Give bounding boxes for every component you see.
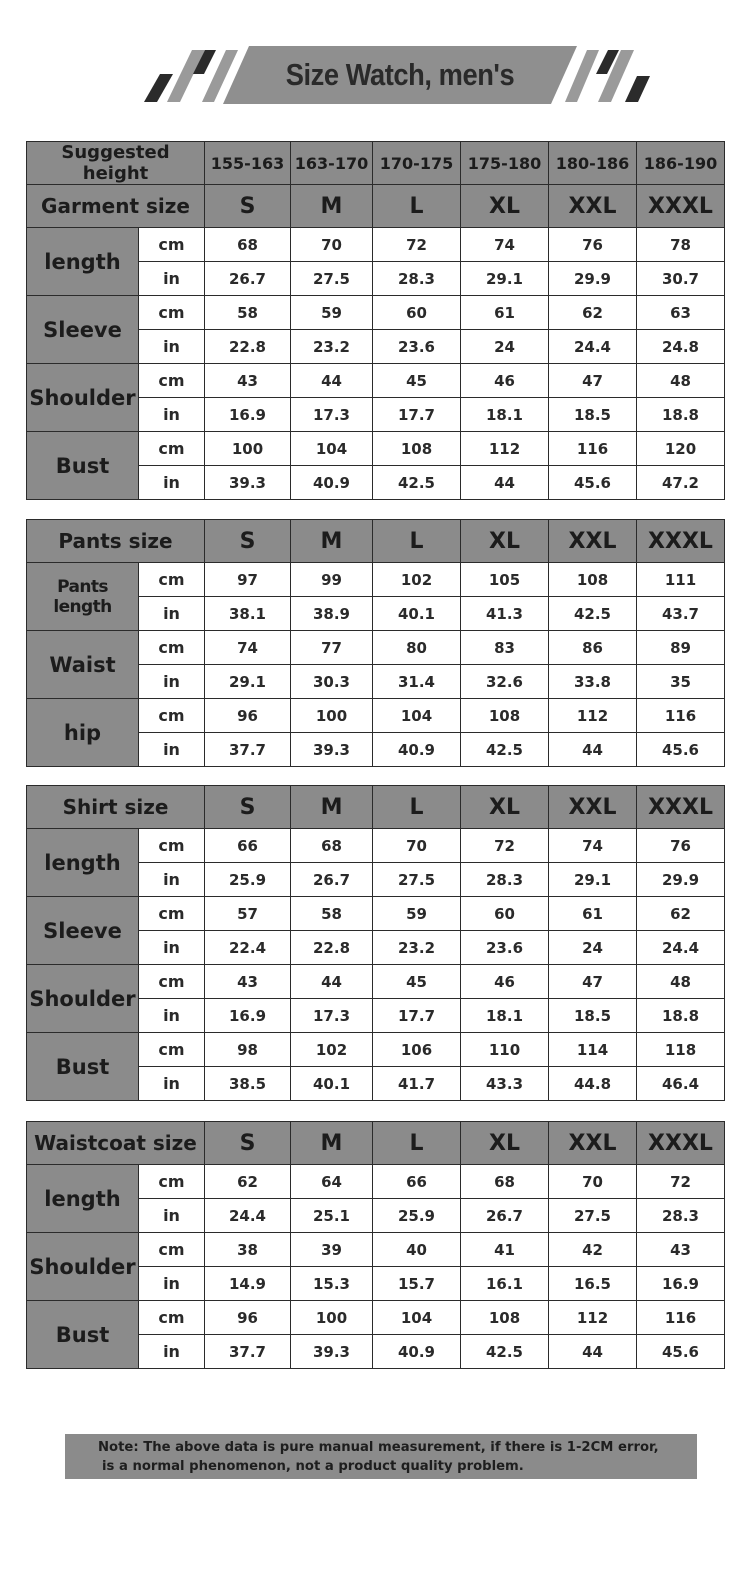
value-cell: 99	[291, 563, 373, 597]
waistcoat-size-header-row	[27, 1122, 725, 1165]
size-header-cell: XXL	[549, 185, 637, 228]
value-cell: 108	[373, 432, 461, 466]
unit-cell: cm	[139, 1233, 205, 1267]
value-cell: 48	[637, 364, 725, 398]
value-cell: 35	[637, 665, 725, 699]
value-cell: 32.6	[461, 665, 549, 699]
value-cell: 68	[461, 1165, 549, 1199]
value-cell: 112	[549, 699, 637, 733]
size-header-cell: XL	[461, 185, 549, 228]
value-cell: 16.9	[205, 999, 291, 1033]
value-cell: 70	[549, 1165, 637, 1199]
value-cell: 28.3	[637, 1199, 725, 1233]
value-cell: 86	[549, 631, 637, 665]
unit-cell: cm	[139, 829, 205, 863]
value-cell: 59	[373, 897, 461, 931]
value-cell: 98	[205, 1033, 291, 1067]
value-cell: 100	[291, 699, 373, 733]
unit-cell: in	[139, 1067, 205, 1101]
value-cell: 16.1	[461, 1267, 549, 1301]
value-cell: 47.2	[637, 466, 725, 500]
size-header-cell: L	[373, 520, 461, 563]
value-cell: 89	[637, 631, 725, 665]
value-cell: 37.7	[205, 1335, 291, 1369]
value-cell: 112	[549, 1301, 637, 1335]
value-cell: 24.4	[549, 330, 637, 364]
table-row	[27, 829, 725, 863]
shirt-size-header-row	[27, 786, 725, 829]
value-cell: 40.1	[373, 597, 461, 631]
value-cell: 102	[373, 563, 461, 597]
value-cell: 22.4	[205, 931, 291, 965]
value-cell: 104	[373, 1301, 461, 1335]
value-cell: 62	[549, 296, 637, 330]
unit-cell: in	[139, 330, 205, 364]
value-cell: 41.3	[461, 597, 549, 631]
height-range-cell: 155-163	[205, 142, 291, 185]
size-header-cell: XXXL	[637, 1122, 725, 1165]
pants-size-table	[26, 519, 725, 767]
value-cell: 74	[461, 228, 549, 262]
garment-size-header-row	[27, 185, 725, 228]
value-cell: 64	[291, 1165, 373, 1199]
table-row	[27, 1233, 725, 1267]
size-header-cell: M	[291, 1122, 373, 1165]
value-cell: 111	[637, 563, 725, 597]
pants-size-header-row	[27, 520, 725, 563]
value-cell: 42.5	[461, 733, 549, 767]
value-cell: 25.1	[291, 1199, 373, 1233]
value-cell: 16.5	[549, 1267, 637, 1301]
value-cell: 17.3	[291, 999, 373, 1033]
value-cell: 47	[549, 965, 637, 999]
value-cell: 44	[291, 965, 373, 999]
value-cell: 44	[549, 733, 637, 767]
size-header-cell: S	[205, 1122, 291, 1165]
value-cell: 15.7	[373, 1267, 461, 1301]
value-cell: 118	[637, 1033, 725, 1067]
value-cell: 44	[549, 1335, 637, 1369]
value-cell: 105	[461, 563, 549, 597]
value-cell: 26.7	[291, 863, 373, 897]
value-cell: 27.5	[373, 863, 461, 897]
unit-cell: cm	[139, 228, 205, 262]
value-cell: 76	[637, 829, 725, 863]
value-cell: 43	[205, 364, 291, 398]
value-cell: 68	[291, 829, 373, 863]
value-cell: 37.7	[205, 733, 291, 767]
value-cell: 70	[291, 228, 373, 262]
value-cell: 61	[461, 296, 549, 330]
value-cell: 17.7	[373, 398, 461, 432]
value-cell: 42.5	[373, 466, 461, 500]
value-cell: 100	[205, 432, 291, 466]
table-row	[27, 228, 725, 262]
unit-cell: in	[139, 1267, 205, 1301]
value-cell: 43.7	[637, 597, 725, 631]
value-cell: 25.9	[373, 1199, 461, 1233]
note-line-1: Note: The above data is pure manual measurement, if there is 1-2CM error,	[98, 1440, 659, 1455]
value-cell: 41.7	[373, 1067, 461, 1101]
value-cell: 57	[205, 897, 291, 931]
size-header-cell: XXXL	[637, 520, 725, 563]
size-header-cell: XXXL	[637, 185, 725, 228]
value-cell: 39.3	[291, 1335, 373, 1369]
value-cell: 100	[291, 1301, 373, 1335]
value-cell: 39.3	[291, 733, 373, 767]
shirt-size-table	[26, 785, 725, 1101]
value-cell: 62	[205, 1165, 291, 1199]
measurement-label: Sleeve	[27, 296, 139, 364]
value-cell: 17.7	[373, 999, 461, 1033]
value-cell: 38.5	[205, 1067, 291, 1101]
measurement-label: length	[27, 1165, 139, 1233]
value-cell: 46.4	[637, 1067, 725, 1101]
table-row	[27, 432, 725, 466]
value-cell: 47	[549, 364, 637, 398]
value-cell: 58	[205, 296, 291, 330]
value-cell: 24.4	[205, 1199, 291, 1233]
value-cell: 44	[291, 364, 373, 398]
table-row	[27, 1165, 725, 1199]
value-cell: 43	[637, 1233, 725, 1267]
unit-cell: cm	[139, 965, 205, 999]
value-cell: 28.3	[373, 262, 461, 296]
value-cell: 106	[373, 1033, 461, 1067]
value-cell: 40.9	[373, 1335, 461, 1369]
value-cell: 14.9	[205, 1267, 291, 1301]
unit-cell: in	[139, 1335, 205, 1369]
value-cell: 15.3	[291, 1267, 373, 1301]
table-row	[27, 1033, 725, 1067]
value-cell: 18.5	[549, 398, 637, 432]
unit-cell: cm	[139, 1033, 205, 1067]
value-cell: 80	[373, 631, 461, 665]
value-cell: 116	[637, 699, 725, 733]
size-header-cell: L	[373, 1122, 461, 1165]
value-cell: 66	[373, 1165, 461, 1199]
value-cell: 23.2	[373, 931, 461, 965]
unit-cell: in	[139, 1199, 205, 1233]
unit-cell: in	[139, 398, 205, 432]
value-cell: 48	[637, 965, 725, 999]
measurement-label: Pants length	[27, 563, 139, 631]
garment-size-table	[26, 141, 725, 500]
value-cell: 33.8	[549, 665, 637, 699]
size-header-cell: M	[291, 185, 373, 228]
size-header-cell: XL	[461, 786, 549, 829]
measurement-label: Bust	[27, 1301, 139, 1369]
value-cell: 72	[373, 228, 461, 262]
value-cell: 46	[461, 965, 549, 999]
value-cell: 114	[549, 1033, 637, 1067]
value-cell: 72	[637, 1165, 725, 1199]
table-row	[27, 563, 725, 597]
value-cell: 44	[461, 466, 549, 500]
value-cell: 83	[461, 631, 549, 665]
unit-cell: in	[139, 931, 205, 965]
unit-cell: cm	[139, 364, 205, 398]
height-range-cell: 175-180	[461, 142, 549, 185]
value-cell: 60	[461, 897, 549, 931]
value-cell: 96	[205, 699, 291, 733]
value-cell: 39.3	[205, 466, 291, 500]
value-cell: 24.8	[637, 330, 725, 364]
size-header-cell: XXL	[549, 520, 637, 563]
unit-cell: cm	[139, 897, 205, 931]
height-range-cell: 170-175	[373, 142, 461, 185]
value-cell: 74	[549, 829, 637, 863]
value-cell: 30.3	[291, 665, 373, 699]
value-cell: 41	[461, 1233, 549, 1267]
suggested-height-row	[27, 142, 725, 185]
unit-cell: in	[139, 597, 205, 631]
waistcoat-size-table	[26, 1121, 725, 1369]
value-cell: 58	[291, 897, 373, 931]
unit-cell: cm	[139, 563, 205, 597]
measurement-label: Shoulder	[27, 364, 139, 432]
measurement-label: hip	[27, 699, 139, 767]
value-cell: 26.7	[461, 1199, 549, 1233]
size-header-cell: S	[205, 786, 291, 829]
value-cell: 18.8	[637, 999, 725, 1033]
value-cell: 96	[205, 1301, 291, 1335]
value-cell: 61	[549, 897, 637, 931]
value-cell: 24	[549, 931, 637, 965]
measurement-label: Sleeve	[27, 897, 139, 965]
value-cell: 30.7	[637, 262, 725, 296]
unit-cell: in	[139, 863, 205, 897]
value-cell: 120	[637, 432, 725, 466]
size-header-cell: M	[291, 786, 373, 829]
size-header-cell: XXL	[549, 1122, 637, 1165]
value-cell: 43.3	[461, 1067, 549, 1101]
unit-cell: cm	[139, 296, 205, 330]
value-cell: 116	[637, 1301, 725, 1335]
note-line-2: is a normal phenomenon, not a product quality problem.	[102, 1459, 524, 1474]
value-cell: 29.9	[637, 863, 725, 897]
height-range-cell: 163-170	[291, 142, 373, 185]
value-cell: 42	[549, 1233, 637, 1267]
unit-cell: cm	[139, 631, 205, 665]
value-cell: 22.8	[291, 931, 373, 965]
unit-cell: in	[139, 733, 205, 767]
size-header-cell: S	[205, 185, 291, 228]
size-header-cell: M	[291, 520, 373, 563]
unit-cell: cm	[139, 699, 205, 733]
value-cell: 38.9	[291, 597, 373, 631]
table-row	[27, 699, 725, 733]
value-cell: 29.1	[205, 665, 291, 699]
value-cell: 27.5	[549, 1199, 637, 1233]
unit-cell: in	[139, 262, 205, 296]
disclaimer-note	[65, 1434, 697, 1479]
unit-cell: cm	[139, 1301, 205, 1335]
value-cell: 45.6	[549, 466, 637, 500]
measurement-label: Shoulder	[27, 965, 139, 1033]
value-cell: 29.1	[549, 863, 637, 897]
unit-cell: cm	[139, 1165, 205, 1199]
size-header-cell: XXXL	[637, 786, 725, 829]
value-cell: 23.6	[461, 931, 549, 965]
value-cell: 24.4	[637, 931, 725, 965]
value-cell: 97	[205, 563, 291, 597]
value-cell: 31.4	[373, 665, 461, 699]
value-cell: 108	[549, 563, 637, 597]
unit-cell: in	[139, 466, 205, 500]
table-row	[27, 296, 725, 330]
value-cell: 70	[373, 829, 461, 863]
value-cell: 40.1	[291, 1067, 373, 1101]
value-cell: 77	[291, 631, 373, 665]
unit-cell: cm	[139, 432, 205, 466]
value-cell: 112	[461, 432, 549, 466]
size-header-cell: S	[205, 520, 291, 563]
value-cell: 16.9	[205, 398, 291, 432]
measurement-label: length	[27, 228, 139, 296]
value-cell: 43	[205, 965, 291, 999]
table-row	[27, 1301, 725, 1335]
value-cell: 18.8	[637, 398, 725, 432]
value-cell: 16.9	[637, 1267, 725, 1301]
value-cell: 22.8	[205, 330, 291, 364]
value-cell: 66	[205, 829, 291, 863]
value-cell: 45	[373, 965, 461, 999]
value-cell: 104	[373, 699, 461, 733]
pants-size-label: Pants size	[27, 520, 205, 563]
value-cell: 108	[461, 699, 549, 733]
size-header-cell: L	[373, 185, 461, 228]
value-cell: 63	[637, 296, 725, 330]
value-cell: 38	[205, 1233, 291, 1267]
value-cell: 45.6	[637, 733, 725, 767]
measurement-label: Waist	[27, 631, 139, 699]
measurement-label: length	[27, 829, 139, 897]
value-cell: 40	[373, 1233, 461, 1267]
value-cell: 74	[205, 631, 291, 665]
value-cell: 60	[373, 296, 461, 330]
value-cell: 29.1	[461, 262, 549, 296]
value-cell: 27.5	[291, 262, 373, 296]
value-cell: 45.6	[637, 1335, 725, 1369]
value-cell: 23.2	[291, 330, 373, 364]
table-row	[27, 965, 725, 999]
value-cell: 28.3	[461, 863, 549, 897]
value-cell: 17.3	[291, 398, 373, 432]
value-cell: 62	[637, 897, 725, 931]
value-cell: 46	[461, 364, 549, 398]
value-cell: 116	[549, 432, 637, 466]
value-cell: 42.5	[549, 597, 637, 631]
value-cell: 72	[461, 829, 549, 863]
value-cell: 102	[291, 1033, 373, 1067]
value-cell: 59	[291, 296, 373, 330]
value-cell: 68	[205, 228, 291, 262]
size-header-cell: XL	[461, 1122, 549, 1165]
value-cell: 18.1	[461, 999, 549, 1033]
value-cell: 18.5	[549, 999, 637, 1033]
value-cell: 110	[461, 1033, 549, 1067]
value-cell: 24	[461, 330, 549, 364]
value-cell: 25.9	[205, 863, 291, 897]
value-cell: 39	[291, 1233, 373, 1267]
value-cell: 76	[549, 228, 637, 262]
size-header-cell: XXL	[549, 786, 637, 829]
value-cell: 104	[291, 432, 373, 466]
unit-cell: in	[139, 665, 205, 699]
table-row	[27, 631, 725, 665]
value-cell: 18.1	[461, 398, 549, 432]
height-range-cell: 186-190	[637, 142, 725, 185]
waistcoat-size-label: Waistcoat size	[27, 1122, 205, 1165]
value-cell: 23.6	[373, 330, 461, 364]
value-cell: 29.9	[549, 262, 637, 296]
title-banner	[0, 44, 750, 106]
height-range-cell: 180-186	[549, 142, 637, 185]
value-cell: 26.7	[205, 262, 291, 296]
value-cell: 38.1	[205, 597, 291, 631]
garment-size-label: Garment size	[27, 185, 205, 228]
value-cell: 108	[461, 1301, 549, 1335]
value-cell: 42.5	[461, 1335, 549, 1369]
page-title: Size Watch, men's	[285, 57, 515, 92]
size-header-cell: XL	[461, 520, 549, 563]
suggested-height-label: Suggested height	[27, 142, 205, 185]
unit-cell: in	[139, 999, 205, 1033]
size-header-cell: L	[373, 786, 461, 829]
measurement-label: Bust	[27, 1033, 139, 1101]
measurement-label: Bust	[27, 432, 139, 500]
shirt-size-label: Shirt size	[27, 786, 205, 829]
value-cell: 45	[373, 364, 461, 398]
table-row	[27, 364, 725, 398]
value-cell: 44.8	[549, 1067, 637, 1101]
value-cell: 40.9	[373, 733, 461, 767]
table-row	[27, 897, 725, 931]
value-cell: 78	[637, 228, 725, 262]
measurement-label: Shoulder	[27, 1233, 139, 1301]
value-cell: 40.9	[291, 466, 373, 500]
